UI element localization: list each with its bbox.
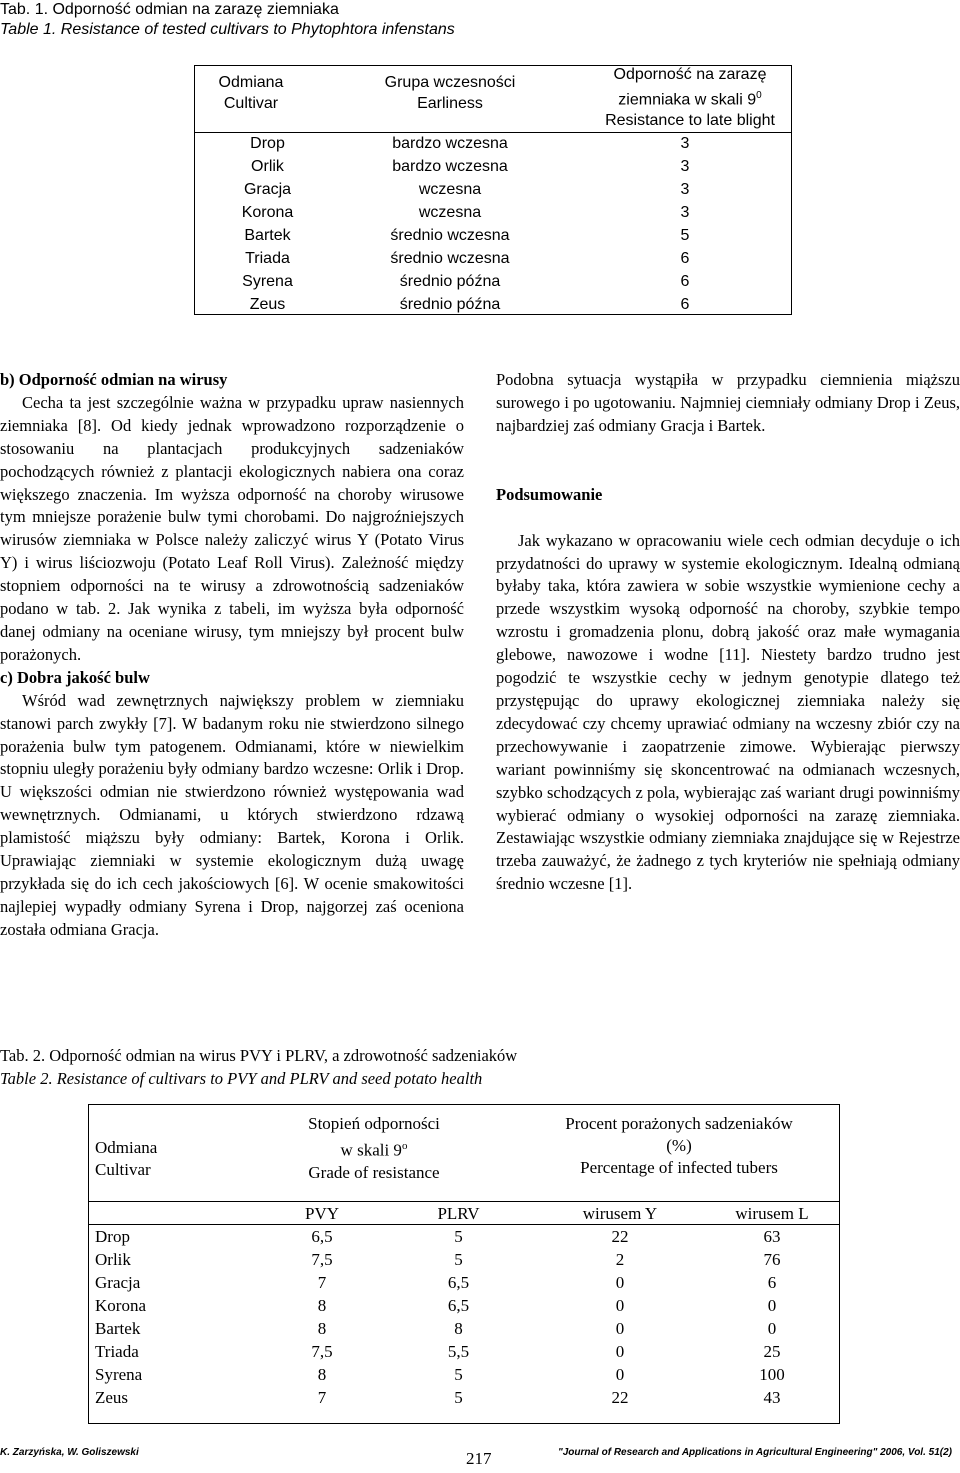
paragraph-b: Cecha ta jest szczególnie ważna w przypadku upraw nasiennych ziemniaka [8]. Od kiedy jednak wprowadzono rozporządzenie o stosowaniu na plantacjach produkcyjnych sadzeniaków pochodzących również z plantacji ekologicznych nabiera ona coraz większego znaczenia. Im wyższa odporność na choroby wirusowe tym mniejsze porażenie bulw tymi chorobami. Do najgroźniejszych wirusów ziemniaka w Polsce należy zaliczyć wirus Y (Potato Virus Y) i wirus liściozwoju (Potato Leaf Roll Virus). Zależność między stopniem odporności na te wirusy a zdrowotnością sadzeniaków podano w tab. 2. Jak wynika z tabeli, im wyższa była odporność danej odmiany na oceniane wirusy, tym mniejszy był procent bulw porażonych. [0, 392, 464, 664]
paragraph-right-1: Podobna sytuacja wystąpiła w przypadku ciemnienia miąższu surowego i po ugotowaniu. Najmniej ciemniały odmiany Drop i Zeus, najbardziej zaś odmiany Gracja i Bartek. [496, 370, 960, 435]
subheader-pvy: PVY [304, 1204, 339, 1223]
cell-virus-l: 0 [767, 1319, 777, 1338]
cell-earliness: średnio wczesna [390, 227, 510, 244]
cell-pvy: 8 [317, 1296, 327, 1315]
table2-caption-pl: Tab. 2. Odporność odmian na wirus PVY i PLRV, a zdrowotność sadzeniaków [0, 1046, 518, 1065]
subheader-virus-l: wirusem L [735, 1204, 809, 1223]
cell-plrv: 5 [454, 1388, 463, 1407]
footer-journal-text: Journal of Research and Applications in Agricultural Engineering" 2006, Vol. 51(2) [562, 1447, 952, 1458]
header-text: Grupa wczesności [384, 74, 516, 91]
table1-header-resistance [585, 64, 795, 131]
table2-subheader [89, 1202, 839, 1225]
cell-cultivar: Orlik [251, 158, 284, 175]
table1-caption-en: Table 1. Resistance of tested cultivars to Phytophtora infenstans [0, 21, 455, 38]
cell-virus-y: 0 [615, 1365, 625, 1384]
cell-cultivar: Korona [95, 1296, 146, 1315]
table2-header-cultivar [95, 1137, 157, 1181]
paragraph-summary: Jak wykazano w opracowaniu wiele cech odmian decyduje o ich przydatności do uprawy w systemie ekologicznym. Idealną odmianą byłaby taka, która zawiera w sobie wszystkie wymienione cechy a przede wszystkim wysoką odporność na choroby, szybkie tempo wzrostu i gromadzenia plonu, dobrą jakość oraz małe wymagania glebowe, nawozowe i wodne [11]. Niestety bardzo trudno jest pogodzić te wszystkie cechy w jednym genotypie dlatego też przystępując do uprawy ekologicznej ziemniaka należy się zdecydować czy chcemy uprawiać odmiany na wczesny zbiór czy na przechowywanie i zaopatrzenie zimowe. Wybierając pierwszy wariant powinniśmy się skoncentrować na odmianach wczesnych, szybko schodzących z pola, wybierając zaś wariant drugi powinniśmy wybierać odmiany o wysokiej odporności na zarazę ziemniaka. Zestawiając wszystkie odmiany ziemniaka znajdujące się w Rejestrze trzeba zauważyć, że żadnego z tych kryteriów nie spełniają odmiany średnio wczesne [1]. [496, 530, 960, 894]
cell-cultivar: Bartek [95, 1319, 141, 1338]
cell-cultivar: Triada [95, 1342, 139, 1361]
table-row [89, 1248, 839, 1271]
cell-resistance: 3 [680, 204, 690, 221]
table1-header [195, 66, 791, 133]
header-text: Percentage of infected tubers [580, 1158, 778, 1177]
cell-cultivar: Drop [250, 135, 285, 152]
table-row [195, 155, 791, 178]
cell-cultivar: Drop [95, 1227, 130, 1246]
header-text: Resistance to late blight [605, 112, 775, 130]
header-text [289, 1135, 459, 1162]
cell-virus-y: 2 [615, 1250, 625, 1269]
cell-resistance: 6 [680, 273, 690, 290]
cell-earliness: wczesna [418, 204, 482, 221]
table-row [89, 1294, 839, 1317]
superscript: 0 [756, 90, 762, 101]
cell-pvy: 7 [317, 1388, 327, 1407]
cell-cultivar: Gracja [243, 181, 292, 198]
table-row [89, 1317, 839, 1340]
cell-cultivar: Syrena [242, 273, 293, 290]
table2 [88, 1104, 840, 1424]
cell-virus-l: 76 [763, 1250, 781, 1269]
cell-earliness: bardzo wczesna [392, 158, 508, 175]
table1 [194, 65, 792, 315]
cell-pvy: 7,5 [311, 1250, 333, 1269]
footer-page-number: 217 [466, 1449, 492, 1468]
cell-cultivar: Zeus [249, 296, 286, 313]
header-text: Cultivar [95, 1160, 151, 1179]
cell-cultivar: Orlik [95, 1250, 131, 1269]
cell-virus-y: 22 [611, 1388, 629, 1407]
cell-plrv: 8 [454, 1319, 463, 1338]
header-text: Odmiana [95, 1138, 158, 1157]
cell-resistance: 5 [680, 227, 690, 244]
header-text: ziemniaka w skali 9 [618, 91, 757, 109]
cell-cultivar: Gracja [95, 1273, 141, 1292]
cell-virus-y: 0 [615, 1319, 625, 1338]
table-row [195, 247, 791, 270]
cell-earliness: średnio późna [399, 296, 501, 313]
cell-cultivar: Syrena [95, 1365, 143, 1384]
table1-header-earliness [340, 72, 560, 114]
cell-pvy: 8 [317, 1365, 327, 1384]
table-row [89, 1386, 839, 1409]
cell-pvy: 7,5 [311, 1342, 333, 1361]
table-row [89, 1363, 839, 1386]
cell-virus-l: 63 [763, 1227, 781, 1246]
cell-cultivar: Korona [241, 204, 294, 221]
cell-earliness: średnio późna [399, 273, 501, 290]
cell-virus-y: 22 [611, 1227, 629, 1246]
section-heading-c: c) Dobra jakość bulw [0, 667, 150, 687]
table2-header-resistance [289, 1113, 459, 1184]
cell-plrv: 6,5 [447, 1296, 470, 1315]
cell-earliness: wczesna [418, 181, 482, 198]
cell-resistance: 6 [680, 296, 690, 313]
cell-virus-y: 0 [615, 1296, 625, 1315]
cell-cultivar: Zeus [95, 1388, 129, 1407]
cell-cultivar: Triada [245, 250, 290, 267]
footer-authors: K. Zarzyńska, W. Goliszewski [0, 1447, 139, 1458]
cell-resistance: 3 [680, 158, 690, 175]
header-text: Odporność na zarazę [613, 66, 767, 83]
table-row [89, 1225, 839, 1248]
table1-caption-pl: Tab. 1. Odporność odmian na zarazę ziemniaka [0, 1, 339, 18]
cell-earliness: bardzo wczesna [392, 135, 508, 152]
section-heading-summary: Podsumowanie [496, 484, 603, 504]
table-row [195, 201, 791, 224]
cell-pvy: 6,5 [311, 1227, 333, 1246]
cell-pvy: 8 [317, 1319, 327, 1338]
paragraph-c: Wśród wad zewnętrznych największy problem w ziemniaku stanowi parch zwykły [7]. W badanym roku nie stwierdzono silnego porażenia bulw tym patogenem. Odmianami, które w niewielkim stopniu uległy porażeniu były odmiany bardzo wczesne: Orlik i Drop. U większości odmian nie stwierdzono również występowania wad wewnętrznych. Odmianami, u których stwierdzono rdzawą plamistość miąższu były odmiany: Bartek, Korona i Orlik. Uprawiając ziemniaki w systemie ekologicznym dużą uwagę przykłada się do ich cech jakościowych [6]. W ocenie smakowitości najlepiej wypadły odmiany Syrena i Drop, najgorzej zaś oceniona została odmiana Gracja. [0, 690, 464, 939]
table-row [195, 132, 791, 155]
header-text: Procent porażonych sadzeniaków [565, 1114, 793, 1133]
table2-caption-en: Table 2. Resistance of cultivars to PVY and PLRV and seed potato health [0, 1069, 483, 1088]
cell-plrv: 5 [454, 1365, 463, 1384]
cell-plrv: 5,5 [447, 1342, 470, 1361]
cell-virus-l: 100 [759, 1365, 785, 1384]
cell-resistance: 3 [680, 135, 690, 152]
table-row [89, 1340, 839, 1363]
cell-virus-l: 43 [763, 1388, 781, 1407]
header-text: w skali 9 [340, 1140, 402, 1160]
cell-pvy: 7 [317, 1273, 327, 1292]
table-row [195, 224, 791, 247]
cell-virus-y: 0 [615, 1342, 625, 1361]
subheader-plrv: PLRV [437, 1204, 480, 1223]
cell-resistance: 3 [680, 181, 690, 198]
subheader-virus-y: wirusem Y [582, 1204, 658, 1223]
superscript: o [401, 1140, 408, 1152]
page-footer [0, 1433, 960, 1473]
header-text: (%) [666, 1136, 692, 1155]
header-text: Cultivar [223, 95, 279, 112]
cell-resistance: 6 [680, 250, 690, 267]
table2-header-infected [529, 1113, 829, 1179]
cell-virus-l: 6 [767, 1273, 777, 1292]
left-column [0, 369, 464, 942]
table-row [195, 270, 791, 293]
header-text: Earliness [417, 95, 483, 112]
section-heading-b: b) Odporność odmian na wirusy [0, 370, 228, 389]
cell-virus-l: 0 [767, 1296, 777, 1315]
cell-plrv: 6,5 [447, 1273, 470, 1292]
table1-header-cultivar [195, 72, 307, 114]
header-text: Stopień odporności [308, 1114, 440, 1133]
table-row [195, 178, 791, 201]
footer-journal [558, 1447, 952, 1458]
table-row [89, 1271, 839, 1294]
right-column [496, 369, 960, 896]
cell-plrv: 5 [454, 1227, 463, 1246]
header-text: Grade of resistance [308, 1162, 440, 1182]
header-text: Odmiana [218, 74, 284, 91]
cell-virus-y: 0 [615, 1273, 625, 1292]
header-text [585, 85, 795, 110]
cell-plrv: 5 [454, 1250, 463, 1269]
cell-virus-l: 25 [763, 1342, 781, 1361]
table-row [195, 293, 791, 316]
cell-earliness: średnio wczesna [390, 250, 510, 267]
footer-journal-quote: " [557, 1447, 563, 1458]
cell-cultivar: Bartek [244, 227, 291, 244]
